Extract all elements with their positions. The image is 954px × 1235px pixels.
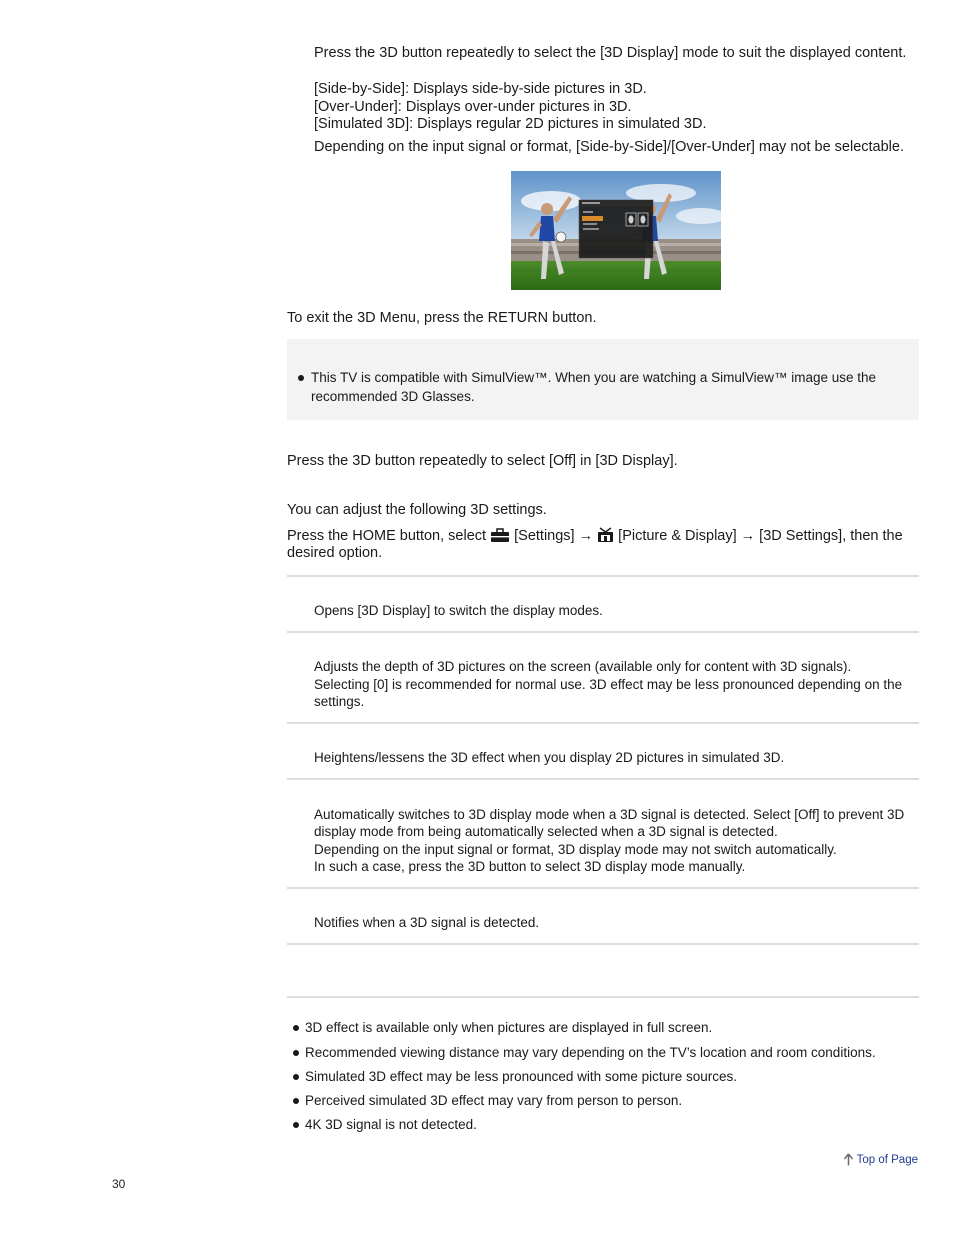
screenshot-illustration bbox=[511, 171, 721, 290]
note-bullet bbox=[298, 375, 304, 381]
note-item: 3D effect is available only when pictures are displayed in full screen. bbox=[305, 1020, 713, 1035]
setting-desc-depth-line1: Adjusts the depth of 3D pictures on the screen (available only for content with 3D signals). bbox=[314, 659, 852, 674]
picture-display-icon bbox=[597, 527, 614, 549]
turn-off-instruction: Press the 3D button repeatedly to select [Off] in [3D Display]. bbox=[287, 453, 678, 469]
divider bbox=[287, 722, 919, 724]
note-item: 4K 3D signal is not detected. bbox=[305, 1117, 477, 1132]
divider bbox=[287, 887, 919, 889]
exit-instruction: To exit the 3D Menu, press the RETURN button. bbox=[287, 310, 597, 326]
setting-desc-auto-line1: Automatically switches to 3D display mode when a 3D signal is detected. Select [Off] to prevent 3D bbox=[314, 807, 905, 822]
setting-desc-auto-line3: Depending on the input signal or format, 3D display mode may not switch automatically. bbox=[314, 842, 837, 857]
mode-caveat: Depending on the input signal or format, [Side-by-Side]/[Over-Under] may not be selectable. bbox=[314, 139, 904, 155]
top-of-page-link[interactable] bbox=[843, 1153, 918, 1169]
note-item: Perceived simulated 3D effect may vary from person to person. bbox=[305, 1093, 683, 1108]
setting-desc-notification: Notifies when a 3D signal is detected. bbox=[314, 915, 540, 930]
display-instruction: Press the 3D button repeatedly to select the [3D Display] mode to suit the displayed content. bbox=[314, 45, 907, 61]
divider bbox=[287, 996, 919, 998]
simulview-note-line1: This TV is compatible with SimulView™. When you are watching a SimulView™ image use the bbox=[311, 370, 876, 385]
picture-display-label: [Picture & Display] → [3D Settings], then the bbox=[618, 528, 903, 544]
setting-desc-3d-display: Opens [3D Display] to switch the display modes. bbox=[314, 603, 603, 618]
mode-side-by-side: [Side-by-Side]: Displays side-by-side pictures in 3D. bbox=[314, 81, 647, 97]
setting-desc-depth-line3: settings. bbox=[314, 694, 365, 709]
divider bbox=[287, 778, 919, 780]
divider bbox=[287, 631, 919, 633]
settings-path-line2: desired option. bbox=[287, 545, 383, 561]
settings-path-text: Press the HOME button, select bbox=[287, 528, 487, 544]
note-item: Recommended viewing distance may vary depending on the TV’s location and room conditions. bbox=[305, 1045, 876, 1060]
setting-desc-simulated-effect: Heightens/lessens the 3D effect when you display 2D pictures in simulated 3D. bbox=[314, 750, 785, 765]
settings-label: [Settings] → bbox=[514, 528, 594, 544]
note-item: Simulated 3D effect may be less pronounced with some picture sources. bbox=[305, 1069, 737, 1084]
mode-over-under: [Over-Under]: Displays over-under pictures in 3D. bbox=[314, 99, 632, 115]
mode-simulated-3d: [Simulated 3D]: Displays regular 2D pictures in simulated 3D. bbox=[314, 116, 707, 132]
arrow-up-icon bbox=[843, 1153, 854, 1169]
note-bullet bbox=[293, 1025, 299, 1031]
top-of-page-label[interactable]: Top of Page bbox=[856, 1154, 918, 1166]
setting-desc-depth-line2: Selecting [0] is recommended for normal use. 3D effect may be less pronounced depending on the bbox=[314, 677, 903, 692]
tv-3d-display-screenshot bbox=[511, 171, 721, 290]
setting-desc-auto-line2: display mode from being automatically selected when a 3D signal is detected. bbox=[314, 824, 778, 839]
toolbox-icon bbox=[490, 528, 510, 549]
simulview-note-line2: recommended 3D Glasses. bbox=[311, 389, 475, 404]
note-bullet bbox=[293, 1122, 299, 1128]
note-bullet bbox=[293, 1050, 299, 1056]
settings-intro: You can adjust the following 3D settings. bbox=[287, 502, 547, 518]
setting-desc-auto-line4: In such a case, press the 3D button to select 3D display mode manually. bbox=[314, 859, 746, 874]
divider bbox=[287, 943, 919, 945]
divider bbox=[287, 575, 919, 577]
note-bullet bbox=[293, 1074, 299, 1080]
note-bullet bbox=[293, 1098, 299, 1104]
page-number: 30 bbox=[112, 1177, 126, 1191]
